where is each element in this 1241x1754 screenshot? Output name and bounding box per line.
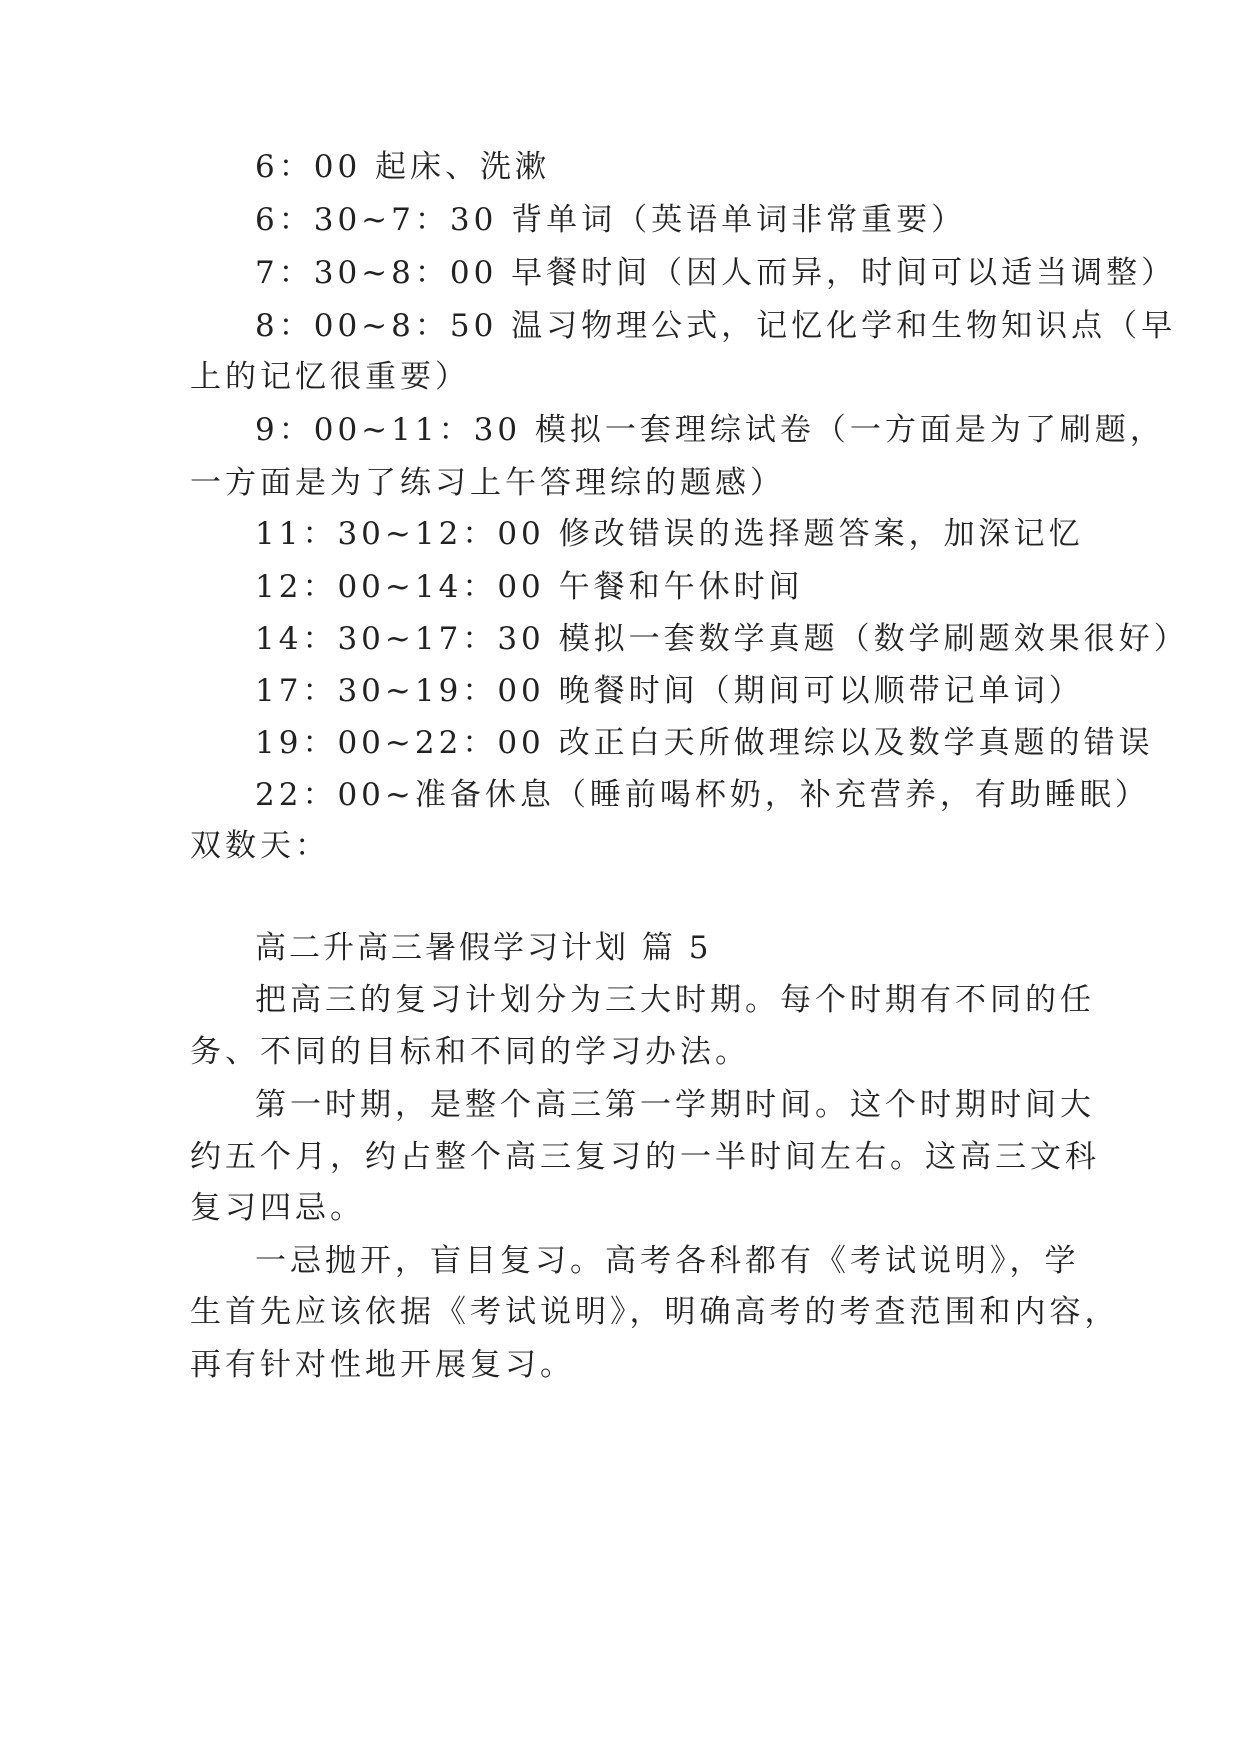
schedule-line: 12：00~14：00 午餐和午休时间	[255, 569, 804, 605]
schedule-line: 7：30~8：00 早餐时间（因人而异，时间可以适当调整）	[255, 255, 1177, 291]
paragraph-line: 再有针对性地开展复习。	[190, 1347, 575, 1383]
paragraph-line: 第一时期，是整个高三第一学期时间。这个时期时间大	[255, 1087, 1095, 1123]
paragraph-line: 一忌抛开，盲目复习。高考各科都有《考试说明》，学	[255, 1243, 1080, 1279]
paragraph-line: 复习四忌。	[190, 1190, 365, 1226]
paragraph-line: 约五个月，约占整个高三复习的一半时间左右。这高三文科	[190, 1139, 1100, 1175]
section-title: 高二升高三暑假学习计划 篇 5	[255, 930, 712, 966]
paragraph-line: 务、不同的目标和不同的学习办法。	[190, 1034, 750, 1070]
paragraph-line: 把高三的复习计划分为三大时期。每个时期有不同的任	[255, 982, 1095, 1018]
paragraph-line: 生首先应该依据《考试说明》，明确高考的考查范围和内容，	[190, 1294, 1120, 1330]
schedule-line: 17：30~19：00 晚餐时间（期间可以顺带记单词）	[255, 673, 1084, 709]
schedule-line-continuation: 一方面是为了练习上午答理综的题感）	[190, 465, 785, 501]
schedule-line-continuation: 双数天：	[190, 828, 330, 864]
schedule-line: 22：00~准备休息（睡前喝杯奶，补充营养，有助睡眠）	[255, 777, 1150, 813]
schedule-line: 9：00~11：30 模拟一套理综试卷（一方面是为了刷题，	[255, 412, 1165, 448]
schedule-line: 6：30~7：30 背单词（英语单词非常重要）	[255, 202, 967, 238]
schedule-line: 14：30~17：30 模拟一套数学真题（数学刷题效果很好）	[255, 621, 1189, 657]
schedule-line: 8：00~8：50 温习物理公式，记忆化学和生物知识点（早	[255, 308, 1177, 344]
schedule-line: 11：30~12：00 修改错误的选择题答案，加深记忆	[255, 516, 1084, 552]
schedule-line-continuation: 上的记忆很重要）	[190, 359, 470, 395]
schedule-line: 6：00 起床、洗漱	[255, 149, 551, 185]
schedule-line: 19：00~22：00 改正白天所做理综以及数学真题的错误	[255, 725, 1154, 761]
